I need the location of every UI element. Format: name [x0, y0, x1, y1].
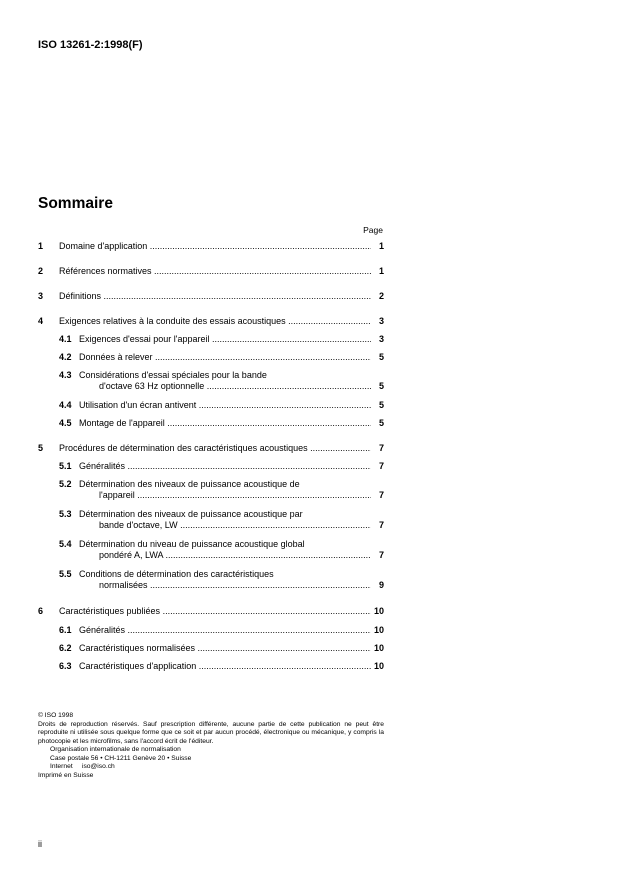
toc-entry-text: Domaine d'application ..... — [59, 241, 371, 252]
toc-entry-text: Caractéristiques normalisées ..... — [79, 643, 371, 654]
toc-entry-page: 7 — [378, 461, 384, 471]
toc-entry-text: Définitions ..... — [59, 291, 371, 302]
toc-entry-number: 4.1 — [59, 334, 72, 344]
toc-entry-number: 6 — [38, 606, 44, 616]
toc-entry-text: Utilisation d'un écran antivent ..... — [79, 400, 371, 411]
toc-entry-number: 3 — [38, 291, 44, 301]
toc-entry-number: 6.1 — [59, 625, 72, 635]
printed-in: Imprimé en Suisse — [38, 771, 94, 779]
internet-contact: Internet iso@iso.ch — [50, 763, 115, 770]
toc-entry-page: 5 — [378, 418, 384, 428]
toc-entry-text: l'appareil ..... — [99, 490, 371, 501]
toc-entry-page: 10 — [373, 625, 384, 635]
toc-entry-page: 9 — [378, 580, 384, 590]
toc-entry-number: 4 — [38, 316, 44, 326]
toc-entry-number: 4.4 — [59, 400, 72, 410]
toc-entry-text: pondéré A, LWA ..... — [99, 550, 371, 561]
toc-entry-text: Généralités ..... — [79, 461, 371, 472]
toc-entry-page: 3 — [378, 334, 384, 344]
page-column-label: Page — [363, 225, 383, 235]
document-id: ISO 13261-2:1998(F) — [38, 39, 143, 51]
toc-entry-text: d'octave 63 Hz optionnelle ..... — [99, 381, 371, 392]
toc-entry-text-line1: Considérations d'essai spéciales pour la bande — [79, 370, 267, 380]
toc-entry-page: 2 — [378, 291, 384, 301]
toc-entry-number: 1 — [38, 241, 44, 251]
toc-entry-page: 1 — [378, 266, 384, 276]
postal-address: Case postale 56 • CH-1211 Genève 20 • Suisse — [50, 754, 192, 762]
toc-entry-number: 5.4 — [59, 539, 72, 549]
toc-entry-text: Généralités ..... — [79, 625, 371, 636]
toc-entry-number: 6.2 — [59, 643, 72, 653]
toc-entry-text: Caractéristiques publiées ..... — [59, 606, 371, 617]
page-number: ii — [38, 839, 42, 849]
toc-entry-page: 7 — [378, 520, 384, 530]
toc-entry-text: Références normatives ..... — [59, 266, 371, 277]
copyright-line: © ISO 1998 — [38, 712, 74, 719]
toc-entry-page: 10 — [373, 606, 384, 616]
toc-entry-text: Exigences d'essai pour l'appareil ..... — [79, 334, 371, 345]
toc-entry-page: 1 — [378, 241, 384, 251]
toc-entry-page: 7 — [378, 490, 384, 500]
toc-entry-number: 5.2 — [59, 479, 72, 489]
toc-entry-page: 10 — [373, 661, 384, 671]
organisation-name: Organisation internationale de normalisation — [50, 746, 181, 753]
toc-entry-page: 5 — [378, 381, 384, 391]
toc-entry-number: 2 — [38, 266, 44, 276]
toc-entry-page: 5 — [378, 400, 384, 410]
toc-entry-text-line1: Détermination des niveaux de puissance acoustique par — [79, 509, 303, 519]
copyright-footer — [38, 712, 384, 780]
toc-entry-text-line1: Détermination du niveau de puissance acoustique global — [79, 539, 305, 549]
toc-entry-text: Données à relever ..... — [79, 352, 371, 363]
toc-entry-number: 4.2 — [59, 352, 72, 362]
toc-entry-number: 5.1 — [59, 461, 72, 471]
toc-entry-number: 5 — [38, 443, 44, 453]
toc-entry-text: Exigences relatives à la conduite des essais acoustiques ..... — [59, 316, 371, 327]
toc-entry-text: bande d'octave, LW ..... — [99, 520, 371, 531]
toc-entry-page: 5 — [378, 352, 384, 362]
toc-entry-number: 5.3 — [59, 509, 72, 519]
rights-notice: Droits de reproduction réservés. Sauf prescription différente, aucune partie de cette publication ne peut être reproduite ni utilisée sous quelque forme que ce soit et par aucun procédé, électronique ou mécanique, y compris la photocopie et les microfilms, sans l'accord écrit de l'éditeur. — [38, 720, 384, 745]
toc-entry-page: 7 — [378, 443, 384, 453]
toc-entry-page: 10 — [373, 643, 384, 653]
toc-entry-number: 5.5 — [59, 569, 72, 579]
toc-entry-text: normalisées ..... — [99, 580, 371, 591]
toc-entry-page: 3 — [378, 316, 384, 326]
toc-entry-text: Caractéristiques d'application ..... — [79, 661, 371, 672]
toc-entry-number: 4.5 — [59, 418, 72, 428]
toc-entry-text-line1: Détermination des niveaux de puissance acoustique de — [79, 479, 300, 489]
toc-entry-text: Montage de l'appareil ..... — [79, 418, 371, 429]
toc-title: Sommaire — [38, 195, 113, 212]
toc-entry-text-line1: Conditions de détermination des caractéristiques — [79, 569, 274, 579]
toc-entry-text: Procédures de détermination des caractéristiques acoustiques ..... — [59, 443, 371, 454]
toc-entry-number: 6.3 — [59, 661, 72, 671]
toc-entry-page: 7 — [378, 550, 384, 560]
toc-entry-number: 4.3 — [59, 370, 72, 380]
